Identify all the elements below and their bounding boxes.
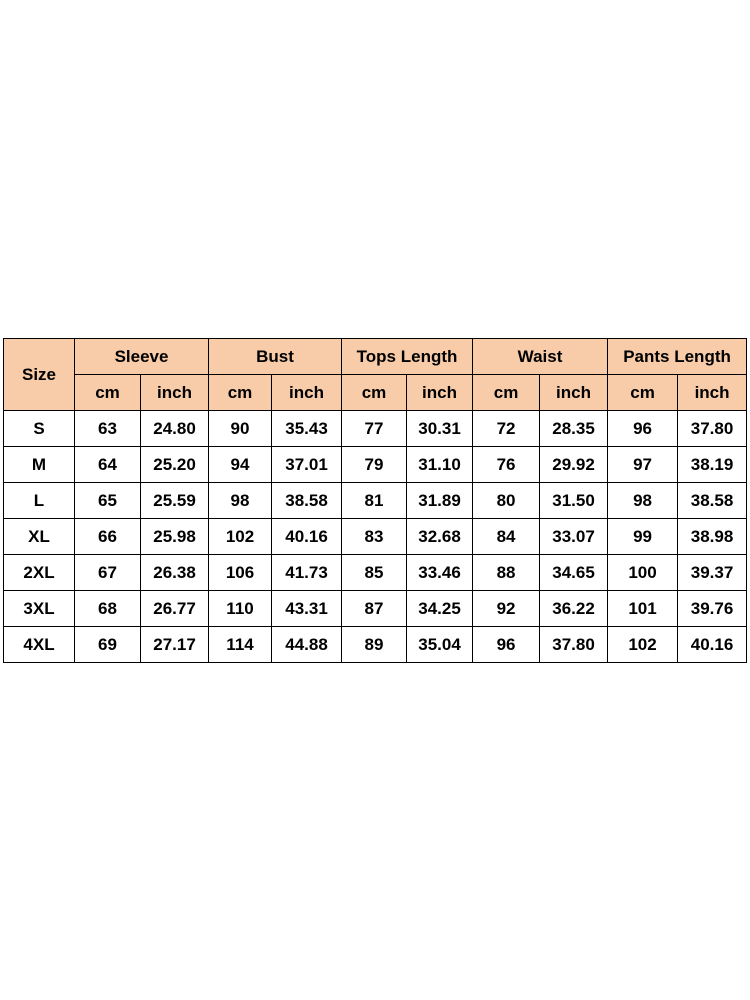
measurement-cell: 64: [75, 447, 141, 483]
measurement-cell: 100: [608, 555, 678, 591]
measurement-cell: 102: [608, 627, 678, 663]
measurement-cell: 43.31: [272, 591, 342, 627]
size-row: [4, 591, 747, 627]
unit-header: cm: [342, 375, 407, 411]
unit-header: cm: [608, 375, 678, 411]
measurement-cell: 25.20: [141, 447, 209, 483]
measurement-cell: 101: [608, 591, 678, 627]
measurement-cell: 85: [342, 555, 407, 591]
pants-length-header: Pants Length: [608, 339, 747, 375]
unit-header: inch: [407, 375, 473, 411]
measurement-cell: 66: [75, 519, 141, 555]
size-label-cell: 2XL: [4, 555, 75, 591]
unit-header: inch: [678, 375, 747, 411]
measurement-cell: 29.92: [540, 447, 608, 483]
bust-header: Bust: [209, 339, 342, 375]
measurement-cell: 84: [473, 519, 540, 555]
measurement-cell: 38.19: [678, 447, 747, 483]
measurement-cell: 94: [209, 447, 272, 483]
size-chart-header: [4, 339, 747, 411]
measurement-cell: 37.01: [272, 447, 342, 483]
measurement-cell: 35.43: [272, 411, 342, 447]
size-chart-body: [4, 411, 747, 663]
measurement-cell: 35.04: [407, 627, 473, 663]
measurement-cell: 87: [342, 591, 407, 627]
measurement-cell: 39.37: [678, 555, 747, 591]
measurement-cell: 30.31: [407, 411, 473, 447]
measurement-cell: 25.59: [141, 483, 209, 519]
unit-header: cm: [473, 375, 540, 411]
measurement-cell: 76: [473, 447, 540, 483]
measurement-cell: 90: [209, 411, 272, 447]
measurement-cell: 44.88: [272, 627, 342, 663]
measurement-cell: 28.35: [540, 411, 608, 447]
measurement-cell: 114: [209, 627, 272, 663]
measurement-cell: 106: [209, 555, 272, 591]
measurement-header-row: [4, 339, 747, 375]
size-label-cell: XL: [4, 519, 75, 555]
size-row: [4, 555, 747, 591]
measurement-cell: 39.76: [678, 591, 747, 627]
size-label-cell: L: [4, 483, 75, 519]
measurement-cell: 88: [473, 555, 540, 591]
waist-header: Waist: [473, 339, 608, 375]
measurement-cell: 36.22: [540, 591, 608, 627]
measurement-cell: 34.25: [407, 591, 473, 627]
unit-header: inch: [272, 375, 342, 411]
measurement-cell: 63: [75, 411, 141, 447]
measurement-cell: 37.80: [540, 627, 608, 663]
size-label-cell: 3XL: [4, 591, 75, 627]
unit-header: cm: [75, 375, 141, 411]
measurement-cell: 40.16: [678, 627, 747, 663]
measurement-cell: 102: [209, 519, 272, 555]
measurement-cell: 24.80: [141, 411, 209, 447]
measurement-cell: 98: [209, 483, 272, 519]
measurement-cell: 37.80: [678, 411, 747, 447]
size-row: [4, 411, 747, 447]
size-row: [4, 447, 747, 483]
size-column-header: Size: [4, 339, 75, 411]
measurement-cell: 77: [342, 411, 407, 447]
measurement-cell: 72: [473, 411, 540, 447]
measurement-cell: 34.65: [540, 555, 608, 591]
measurement-cell: 31.10: [407, 447, 473, 483]
unit-header: inch: [540, 375, 608, 411]
measurement-cell: 25.98: [141, 519, 209, 555]
size-row: [4, 483, 747, 519]
unit-header: cm: [209, 375, 272, 411]
tops-length-header: Tops Length: [342, 339, 473, 375]
measurement-cell: 80: [473, 483, 540, 519]
measurement-cell: 40.16: [272, 519, 342, 555]
measurement-cell: 98: [608, 483, 678, 519]
measurement-cell: 27.17: [141, 627, 209, 663]
measurement-cell: 69: [75, 627, 141, 663]
measurement-cell: 92: [473, 591, 540, 627]
measurement-cell: 96: [608, 411, 678, 447]
measurement-cell: 33.46: [407, 555, 473, 591]
measurement-cell: 89: [342, 627, 407, 663]
size-row: [4, 519, 747, 555]
measurement-cell: 65: [75, 483, 141, 519]
size-label-cell: S: [4, 411, 75, 447]
measurement-cell: 31.50: [540, 483, 608, 519]
measurement-cell: 110: [209, 591, 272, 627]
measurement-cell: 38.58: [272, 483, 342, 519]
measurement-cell: 68: [75, 591, 141, 627]
measurement-cell: 31.89: [407, 483, 473, 519]
measurement-cell: 26.77: [141, 591, 209, 627]
measurement-cell: 97: [608, 447, 678, 483]
measurement-cell: 79: [342, 447, 407, 483]
measurement-cell: 38.98: [678, 519, 747, 555]
sleeve-header: Sleeve: [75, 339, 209, 375]
measurement-cell: 96: [473, 627, 540, 663]
size-chart-table: [3, 338, 747, 663]
measurement-cell: 99: [608, 519, 678, 555]
unit-header: inch: [141, 375, 209, 411]
measurement-cell: 81: [342, 483, 407, 519]
unit-header-row: [4, 375, 747, 411]
measurement-cell: 83: [342, 519, 407, 555]
measurement-cell: 26.38: [141, 555, 209, 591]
size-label-cell: M: [4, 447, 75, 483]
measurement-cell: 41.73: [272, 555, 342, 591]
measurement-cell: 33.07: [540, 519, 608, 555]
measurement-cell: 67: [75, 555, 141, 591]
measurement-cell: 32.68: [407, 519, 473, 555]
size-label-cell: 4XL: [4, 627, 75, 663]
measurement-cell: 38.58: [678, 483, 747, 519]
size-row: [4, 627, 747, 663]
